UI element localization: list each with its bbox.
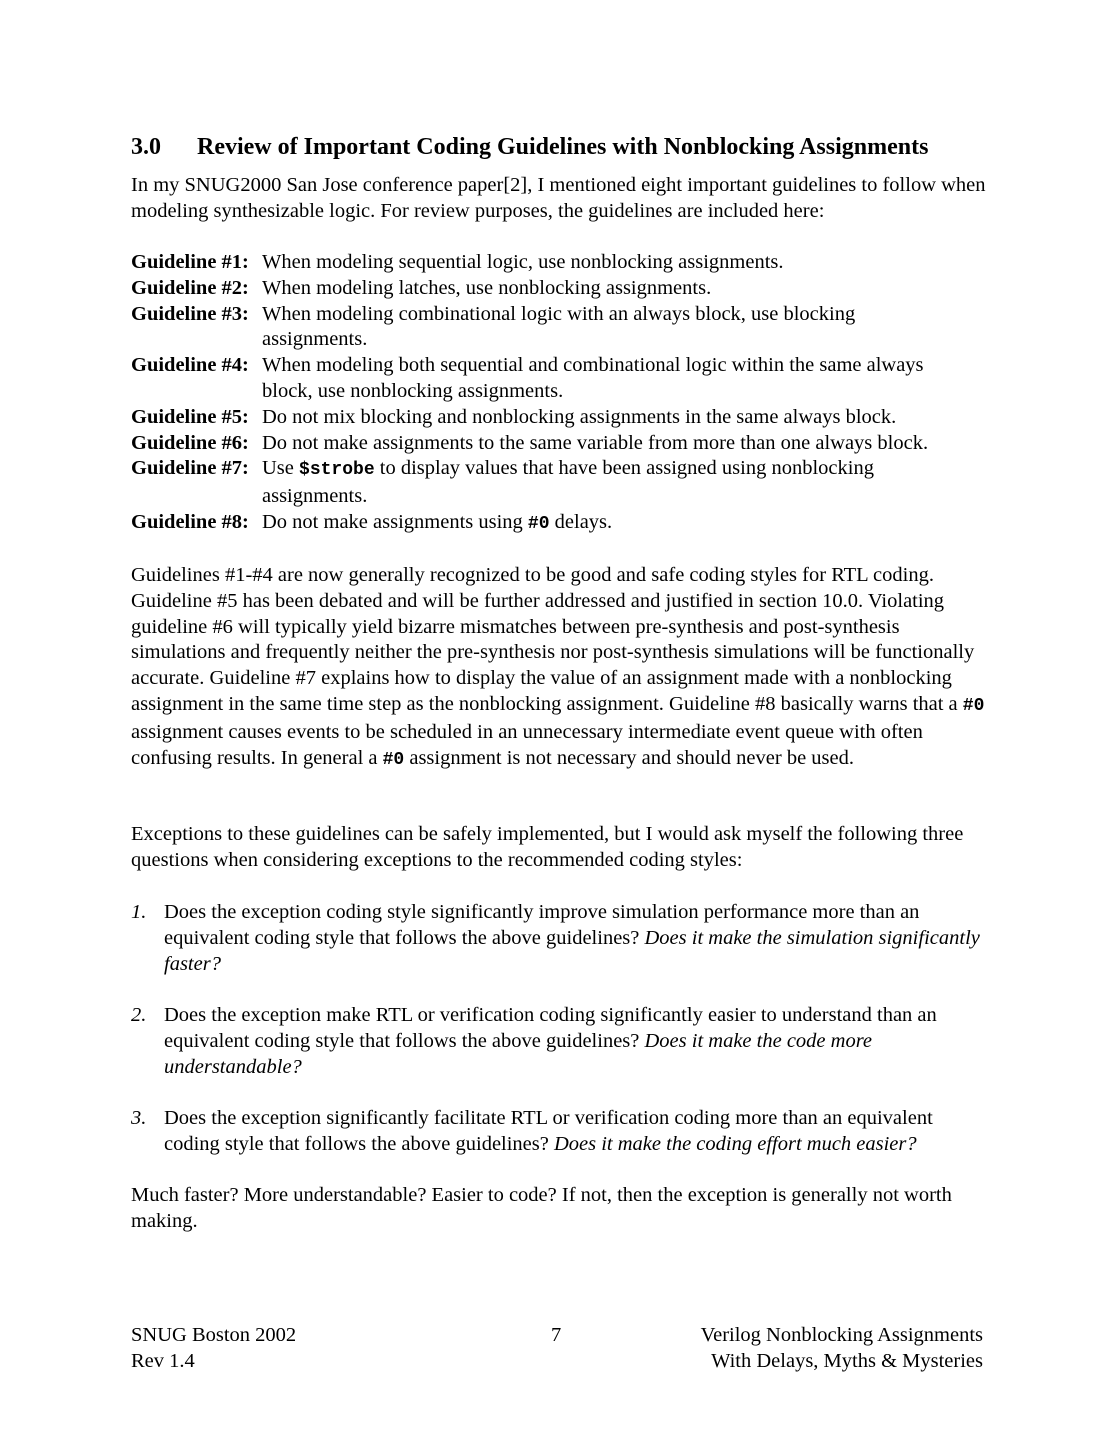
guideline-text: When modeling both sequential and combinational logic within the same always block, use nonblocking assignments. — [262, 354, 924, 402]
exceptions-paragraph: Exceptions to these guidelines can be safely implemented, but I would ask myself the following three questions when considering exceptions to the recommended coding styles: — [131, 823, 964, 871]
question-item — [131, 1003, 991, 1080]
footer-title-line1: Verilog Nonblocking Assignments — [700, 1324, 983, 1346]
guideline-text: When modeling combinational logic with an always block, use blocking assignments. — [262, 302, 856, 351]
guideline-label: Guideline #4: — [131, 354, 249, 377]
guideline-text: When modeling latches, use nonblocking assignments. — [262, 276, 712, 299]
question-item — [131, 900, 991, 977]
code-zero-delay: #0 — [527, 513, 550, 534]
guideline-text: Do not mix blocking and nonblocking assignments in the same always block. — [262, 405, 897, 428]
footer-left — [131, 1322, 296, 1374]
guideline-text: When modeling sequential logic, use nonblocking assignments. — [262, 251, 784, 273]
guideline-label: Guideline #2: — [131, 276, 249, 299]
guidelines-list — [131, 250, 991, 538]
question-text: Does the exception make RTL or verification coding significantly easier to understand than an equivalent coding style that follows the above guidelines? Does it make the code more understandable? — [164, 1004, 937, 1078]
guideline-label: Guideline #1: — [131, 251, 249, 273]
question-text: Does the exception coding style significantly improve simulation performance more than an equivalent coding style that follows the above guidelines? Does it make the simulation significantly faster? — [164, 901, 980, 975]
section-heading — [131, 132, 928, 162]
guideline-label: Guideline #6: — [131, 431, 249, 454]
section-number: 3.0 — [131, 134, 161, 160]
guideline-item — [131, 276, 991, 302]
guideline-label: Guideline #5: — [131, 405, 249, 428]
guideline-text: Use $strobe to display values that have been assigned using nonblocking assignments. — [262, 457, 874, 508]
guideline-item — [131, 510, 991, 538]
guideline-item — [131, 353, 991, 405]
guideline-item — [131, 250, 991, 276]
intro-paragraph: In my SNUG2000 San Jose conference paper[2], I mentioned eight important guidelines to follow when modeling synthesizable logic. For review purposes, the guidelines are included here: — [131, 174, 986, 222]
code-zero-delay: #0 — [962, 695, 985, 716]
footer-conference: SNUG Boston 2002 — [131, 1324, 297, 1346]
question-number: 3. — [131, 1107, 147, 1129]
code-strobe: $strobe — [299, 460, 375, 481]
guideline-item — [131, 405, 991, 431]
guideline-item — [131, 431, 991, 457]
question-number: 2. — [131, 1004, 147, 1026]
guideline-item — [131, 456, 991, 510]
discussion-paragraph: Guidelines #1-#4 are now generally recognized to be good and safe coding styles for RTL coding. Guideline #5 has been debated and will be further addressed and justified in section 10.0. Violating guideline #6 will typically yield bizarre mismatches between pre-synthesis and post-synthesis simulations and frequently neither the pre-synthesis nor post-synthesis simulations will be functionally accurate. Guideline #7 explains how to display the value of an assignment made with a nonblocking assignment in the same time step as the nonblocking assignment. Guideline #8 basically warns that a #0 assignment causes events to be scheduled in an unnecessary intermediate event queue with often confusing results. In general a #0 assignment is not necessary and should never be used. — [131, 564, 985, 770]
guideline-text: Do not make assignments using #0 delays. — [262, 510, 613, 534]
guideline-label: Guideline #8: — [131, 510, 249, 533]
footer-revision: Rev 1.4 — [131, 1350, 195, 1372]
guideline-label: Guideline #3: — [131, 302, 249, 325]
question-item — [131, 1106, 991, 1158]
guideline-item — [131, 302, 991, 354]
question-text: Does the exception significantly facilitate RTL or verification coding more than an equivalent coding style that follows the above guidelines? Does it make the coding effort much easier? — [164, 1107, 933, 1155]
conclusion-paragraph: Much faster? More understandable? Easier to code? If not, then the exception is generally not worth making. — [131, 1184, 952, 1232]
guideline-label: Guideline #7: — [131, 457, 249, 480]
page-number: 7 — [551, 1324, 562, 1346]
guideline-text: Do not make assignments to the same variable from more than one always block. — [262, 431, 929, 454]
footer-right — [701, 1322, 983, 1374]
section-title: Review of Important Coding Guidelines with Nonblocking Assignments — [197, 134, 929, 160]
code-zero-delay: #0 — [382, 749, 405, 770]
question-number: 1. — [131, 901, 147, 923]
footer-title-line2: With Delays, Myths & Mysteries — [711, 1350, 983, 1372]
